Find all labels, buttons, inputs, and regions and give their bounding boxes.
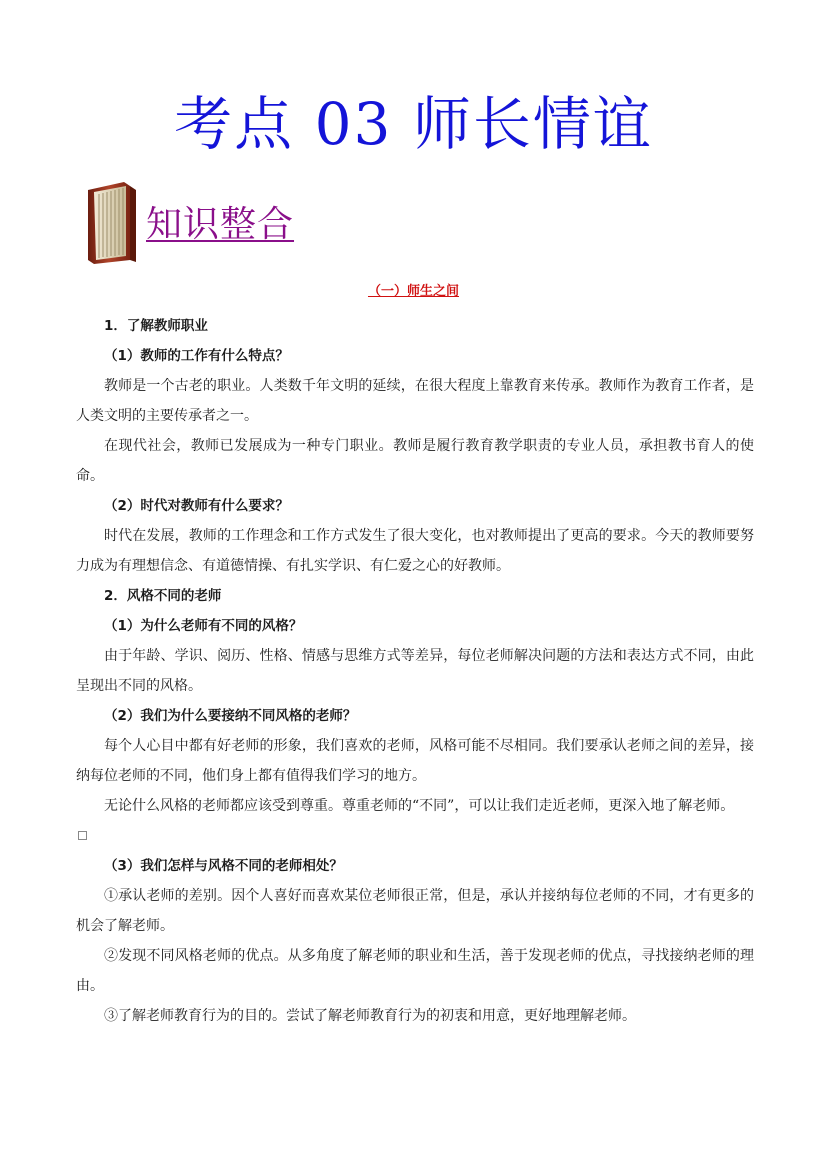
text: 无论什么风格的老师都应该受到尊重。尊重老师的“不同”，可以让我们走近老师，更深入地了解老师。 [104,798,735,814]
text: 在现代社会，教师已发展成为一种专门职业。教师是履行教育教学职责的专业人员，承担教书育人的使命。 [76,438,754,484]
text: （1）教师的工作有什么特点？ [104,348,289,364]
paragraph [76,941,754,1001]
text: （3）我们怎样与风格不同的老师相处？ [104,858,343,874]
text: （1）为什么老师有不同的风格？ [104,618,303,634]
paragraph [76,641,754,701]
paragraph [76,371,754,431]
paragraph [76,881,754,941]
section-heading-level1 [76,311,754,341]
text: ②发现不同风格老师的优点。从多角度了解老师的职业和生活，善于发现老师的优点，寻找接纳老师的理由。 [76,948,754,994]
paragraph [76,1001,754,1031]
text: ③了解老师教育行为的目的。尝试了解老师教育行为的初衷和用意，更好地理解老师。 [104,1008,636,1024]
page-title: 考点 03 师长情谊 [174,90,653,158]
paragraph [76,431,754,491]
question-heading [76,611,754,641]
paragraph [76,521,754,581]
text: （2）我们为什么要接纳不同风格的老师？ [104,708,357,724]
text: 1．了解教师职业 [104,318,208,334]
text: 时代在发展，教师的工作理念和工作方式发生了很大变化，也对教师提出了更高的要求。今天的教师要努力成为有理想信念、有道德情操、有扎实学识、有仁爱之心的好教师。 [76,528,754,574]
question-heading [76,341,754,371]
question-heading [76,851,754,881]
section-heading: （一）师生之间 [367,284,459,299]
text: 由于年龄、学识、阅历、性格、情感与思维方式等差异，每位老师解决问题的方法和表达方式不同，由此呈现出不同的风格。 [76,648,754,694]
knowledge-banner [84,180,344,266]
text: ①承认老师的差别。因个人喜好而喜欢某位老师很正常，但是，承认并接纳每位老师的不同，才有更多的机会了解老师。 [76,888,754,934]
question-heading [76,701,754,731]
text: （2）时代对教师有什么要求？ [104,498,289,514]
text: 每个人心目中都有好老师的形象，我们喜欢的老师，风格可能不尽相同。我们要承认老师之间的差异，接纳每位老师的不同，他们身上都有值得我们学习的地方。 [76,738,754,784]
banner-label: 知识整合 [146,204,295,245]
question-heading [76,491,754,521]
box-icon [78,831,87,840]
section-heading-level1 [76,581,754,611]
book-icon [84,180,144,266]
placeholder-box [76,821,754,851]
text: 教师是一个古老的职业。人类数千年文明的延续，在很大程度上靠教育来传承。教师作为教育工作者，是人类文明的主要传承者之一。 [76,378,754,424]
text: 2．风格不同的老师 [104,588,222,604]
document-body [76,311,754,1031]
paragraph [76,731,754,791]
paragraph [76,791,754,821]
